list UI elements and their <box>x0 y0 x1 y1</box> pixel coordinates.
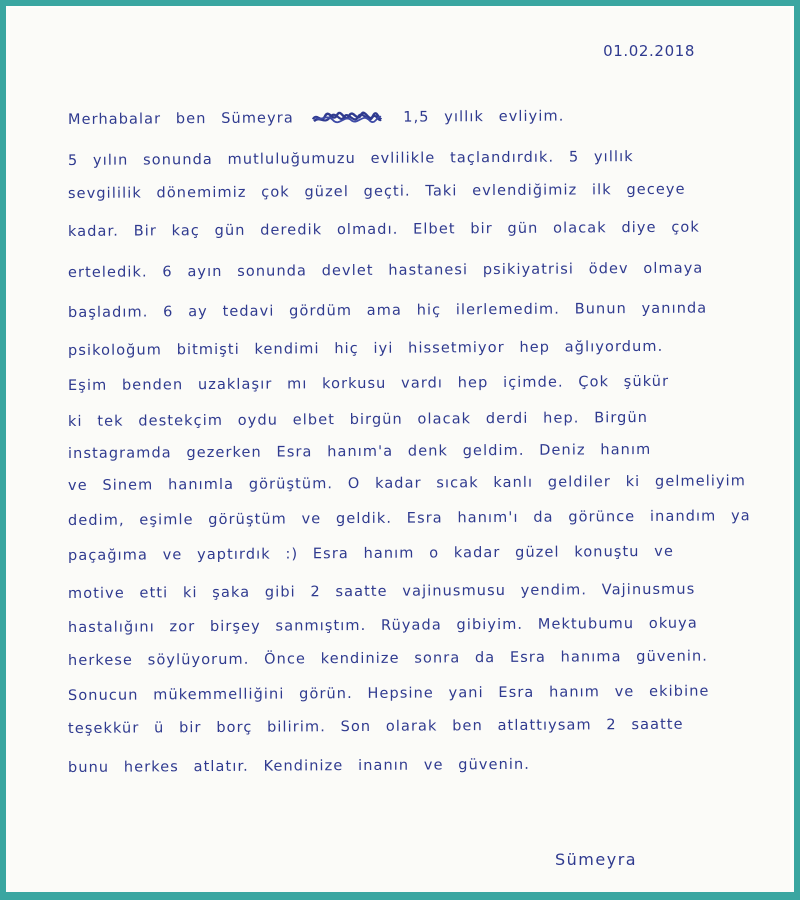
letter-line: kadar. Bir kaç gün deredik olmadı. Elbet bir gün olacak diye çok <box>67 219 700 240</box>
letter-greeting <box>68 109 565 128</box>
letter-line: hastalığını zor birşey sanmıştım. Rüyada gibiyim. Mektubumu okuya <box>67 615 698 636</box>
letter-line: bunu herkes atlatır. Kendinize inanın ve güvenin. <box>67 756 531 776</box>
letter-line: erteledik. 6 ayın sonunda devlet hastanesi psikiyatrisi ödev olmaya <box>67 260 704 281</box>
letter-line: sevgililik dönemimiz çok güzel geçti. Taki evlendiğimiz ilk geceye <box>67 181 686 202</box>
letter-line: psikoloğum bitmişti kendimi hiç iyi hissetmiyor hep ağlıyordum. <box>67 338 664 359</box>
redacted-surname-scribble <box>310 110 382 127</box>
letter-date: 01.02.2018 <box>603 42 695 60</box>
letter-paper <box>10 8 790 892</box>
letter-line: Sonucun mükemmelliğini görün. Hepsine yani Esra hanım ve ekibine <box>67 683 710 704</box>
letter-line: paçağıma ve yaptırdık :) Esra hanım o kadar güzel konuştu ve <box>67 543 675 564</box>
letter-line: teşekkür ü bir borç bilirim. Son olarak ben atlattıysam 2 saatte <box>67 716 684 737</box>
letter-line: Eşim benden uzaklaşır mı korkusu vardı hep içimde. Çok şükür <box>67 373 670 394</box>
letter-line: dedim, eşimle görüştüm ve geldik. Esra hanım'ı da görünce inandım ya <box>67 508 751 529</box>
letter-line: ve Sinem hanımla görüştüm. O kadar sıcak kanlı geldiler ki gelmeliyim <box>67 473 747 494</box>
signature: Sümeyra <box>555 850 638 869</box>
letter-line: 5 yılın sonunda mutluluğumuzu evlilikle taçlandırdık. 5 yıllık <box>67 149 634 169</box>
letter-line: herkese söylüyorum. Önce kendinize sonra da Esra hanıma güvenin. <box>67 648 709 669</box>
letter-line: instagramda gezerken Esra hanım'a denk geldim. Deniz hanım <box>67 441 652 462</box>
letter-line: motive etti ki şaka gibi 2 saatte vajinusmusu yendim. Vajinusmus <box>67 581 696 602</box>
letter-line: başladım. 6 ay tedavi gördüm ama hiç ilerlemedim. Bunun yanında <box>67 300 708 321</box>
greeting-continuation: 1,5 yıllık evliyim. <box>403 108 565 126</box>
letter-line: ki tek destekçim oydu elbet birgün olacak derdi hep. Birgün <box>67 409 649 430</box>
greeting-text: Merhabalar ben Sümeyra <box>67 110 294 128</box>
